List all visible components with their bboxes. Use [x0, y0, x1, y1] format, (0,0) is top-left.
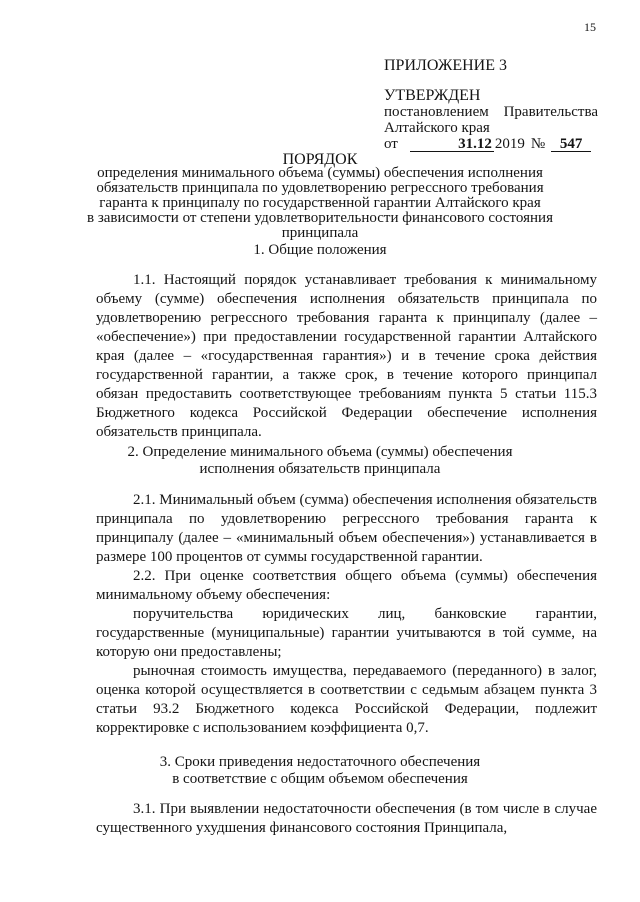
- paragraph-2-2-collateral: рыночная стоимость имущества, передаваемого (переданного) в залог, оценка которой осуществляется в соответствии с седьмым абзацем пункта 3 статьи 93.2 Бюджетного кодекса Российской Федерации, подлежит корректировке с использованием коэффициента 0,7.: [96, 663, 597, 736]
- decree-line: [384, 104, 598, 120]
- subtitle-line: обязательств принципала по удовлетворению регрессного требования: [96, 180, 544, 196]
- section-1-body: [96, 271, 597, 442]
- subtitle-line: определения минимального объема (суммы) обеспечения исполнения: [97, 165, 543, 181]
- approved-label: УТВЕРЖДЕН: [384, 87, 481, 104]
- region-line: Алтайского края: [384, 120, 490, 136]
- decree-org: Правительства: [503, 104, 598, 120]
- page-number: 15: [584, 20, 596, 34]
- date-number-line: [384, 136, 598, 152]
- document-subtitle: [70, 166, 570, 241]
- subtitle-line: принципала: [281, 225, 359, 241]
- date-field: 31.12: [410, 137, 494, 152]
- section-2-heading-line: 2. Определение минимального объема (суммы) обеспечения: [127, 444, 513, 460]
- decree-word: постановлением: [384, 104, 489, 120]
- section-2-heading-line: исполнения обязательств принципала: [199, 461, 441, 477]
- number-label: №: [530, 136, 546, 152]
- document-title: ПОРЯДОК: [282, 151, 358, 168]
- appendix-label: ПРИЛОЖЕНИЕ 3: [384, 57, 508, 74]
- section-2-body: [96, 491, 597, 738]
- paragraph-2-2-guarantees: поручительства юридических лиц, банковские гарантии, государственные (муниципальные) гарантии учитываются в той сумме, на которую они предоставлены;: [96, 606, 597, 660]
- number-field: 547: [551, 137, 591, 152]
- from-label: от: [384, 136, 398, 152]
- section-1-heading: 1. Общие положения: [253, 242, 387, 258]
- paragraph-2-2: 2.2. При оценке соответствия общего объема (суммы) обеспечения минимальному объему обеспечения:: [96, 568, 597, 603]
- year-text: 2019: [494, 136, 525, 152]
- subtitle-line: гаранта к принципалу по государственной гарантии Алтайского края: [99, 195, 541, 211]
- approval-block: [384, 58, 598, 152]
- paragraph-1-1: 1.1. Настоящий порядок устанавливает требования к минимальному объему (сумме) обеспечения исполнения обязательств принципала по удовлетворению регрессного требования гаранта к принципалу (далее – «обеспечение») при предоставлении государственной гарантии Алтайского края (далее – «государственная гарантия») и в течение срока действия государственной гарантии, а также срок, в течение которого принципал обязан предоставить соответствующее требованиям пункта 5 статьи 115.3 Бюджетного кодекса Российской Федерации обеспечение исполнения обязательств принципала.: [96, 272, 597, 440]
- paragraph-2-1: 2.1. Минимальный объем (сумма) обеспечения исполнения обязательств принципала по удовлетворению регрессного требования гаранта к принципалу (далее – «минимальный объем обеспечения») устанавливается в размере 100 процентов от суммы государственной гарантии.: [96, 492, 597, 565]
- section-2-heading: [70, 444, 570, 478]
- section-3-heading: [70, 754, 570, 788]
- paragraph-3-1: 3.1. При выявлении недостаточности обеспечения (в том числе в случае существенного ухудшения финансового состояния Принципала,: [96, 801, 597, 836]
- section-3-body: [96, 800, 597, 838]
- section-3-heading-line: в соответствие с общим объемом обеспечения: [172, 771, 468, 787]
- subtitle-line: в зависимости от степени удовлетворительности финансового состояния: [87, 210, 553, 226]
- section-3-heading-line: 3. Сроки приведения недостаточного обеспечения: [159, 754, 481, 770]
